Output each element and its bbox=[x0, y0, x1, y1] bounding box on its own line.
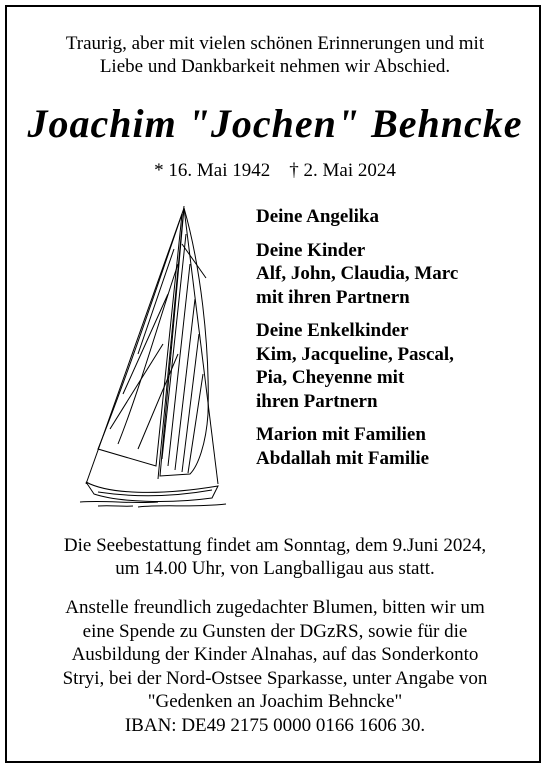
mourner-group-children bbox=[256, 239, 536, 310]
mourner-line: Deine Angelika bbox=[256, 206, 379, 227]
intro-line: Traurig, aber mit vielen schönen Erinnerungen und mit bbox=[65, 33, 485, 54]
donation-notice bbox=[0, 596, 550, 737]
mourner-group-families bbox=[256, 423, 536, 470]
mourner-line: mit ihren Partnern bbox=[256, 286, 410, 308]
deceased-name: Joachim "Jochen" Behncke bbox=[27, 101, 523, 146]
intro-text bbox=[0, 32, 550, 78]
iban-line: IBAN: DE49 2175 0000 0166 1606 30. bbox=[124, 714, 426, 736]
life-dates bbox=[0, 159, 550, 183]
mourner-line: Marion mit Familien bbox=[256, 424, 426, 445]
donation-line: eine Spende zu Gunsten der DGzRS, sowie für die bbox=[82, 620, 468, 642]
service-line: um 14.00 Uhr, von Langballigau aus statt. bbox=[115, 558, 435, 579]
intro-line: Liebe und Dankbarkeit nehmen wir Abschied. bbox=[99, 56, 451, 77]
mourner-line: Alf, John, Claudia, Marc bbox=[256, 263, 459, 284]
mourner-line: Pia, Cheyenne mit bbox=[256, 367, 405, 388]
mourner-group-grandchildren bbox=[256, 319, 536, 413]
mourner-line: Abdallah mit Familie bbox=[256, 447, 430, 469]
donation-line: Stryi, bei der Nord-Ostsee Sparkasse, unter Angabe von bbox=[62, 667, 488, 689]
mourner-line: Kim, Jacqueline, Pascal, bbox=[256, 343, 454, 365]
mourner-line: Deine Enkelkinder bbox=[256, 320, 409, 341]
donation-line: Anstelle freundlich zugedachter Blumen, bitten wir um bbox=[65, 597, 485, 618]
donation-line: "Gedenken an Joachim Behncke" bbox=[147, 691, 403, 712]
mourner-line: Deine Kinder bbox=[256, 239, 366, 261]
burial-service-text bbox=[0, 534, 550, 580]
mourner-line: ihren Partnern bbox=[256, 390, 378, 412]
donation-line: Ausbildung der Kinder Alnahas, auf das Sonderkonto bbox=[71, 644, 479, 665]
death-date: † 2. Mai 2024 bbox=[289, 160, 396, 181]
mourners-list bbox=[256, 205, 536, 480]
sailboat-illustration bbox=[78, 204, 228, 509]
service-line: Die Seebestattung findet am Sonntag, dem 9.Juni 2024, bbox=[63, 535, 487, 556]
mourner-group-partner bbox=[256, 205, 536, 229]
birth-date: * 16. Mai 1942 bbox=[154, 160, 271, 181]
